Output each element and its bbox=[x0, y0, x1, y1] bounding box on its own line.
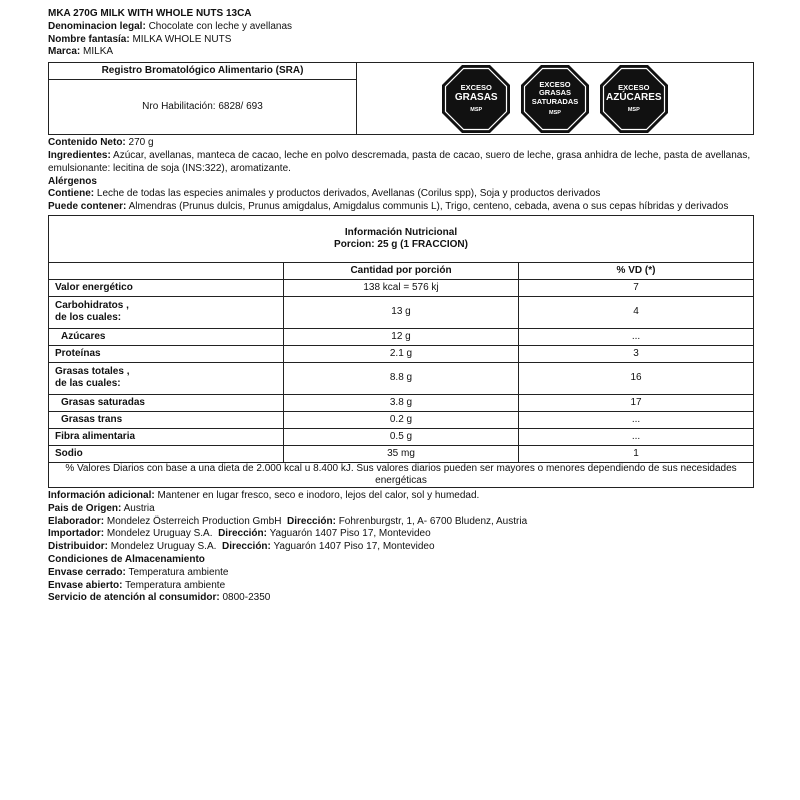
row-qty: 0.5 g bbox=[284, 428, 519, 445]
puede-contener-label: Puede contener: bbox=[48, 201, 127, 213]
origen-label: Pais de Origen: bbox=[48, 502, 122, 514]
table-row bbox=[49, 394, 754, 411]
elaborador-dir-value: Fohrenburgstr, 1, A- 6700 Bludenz, Austria bbox=[338, 515, 528, 527]
elaborador-label: Elaborador: bbox=[48, 515, 105, 527]
adicional-label: Información adicional: bbox=[48, 489, 155, 501]
abierto-label: Envase abierto: bbox=[48, 579, 123, 591]
header-blank-cell bbox=[49, 262, 284, 279]
seal-msp-text: MSP bbox=[549, 110, 561, 117]
adicional-value: Mantener en lugar fresco, seco e inodoro, lejos del calor, sol y humedad. bbox=[157, 489, 480, 501]
origen-value: Austria bbox=[123, 502, 155, 514]
warning-seals bbox=[357, 63, 754, 135]
row-qty: 2.1 g bbox=[284, 345, 519, 362]
label-document bbox=[48, 8, 754, 605]
nutrition-footnote: % Valores Diarios con base a una dieta de 2.000 kcal u 8.400 kJ. Sus valores diarios pueden ser mayores o menores dependiendo de sus necesidades energéticas bbox=[49, 462, 754, 487]
distribuidor-value: Mondelez Uruguay S.A. bbox=[110, 541, 217, 553]
col-header-qty: Cantidad por porción bbox=[284, 262, 519, 279]
seal-top-text: EXCESO bbox=[460, 83, 492, 93]
row-label: Sodio bbox=[49, 445, 284, 462]
servicio-line bbox=[48, 592, 754, 605]
fantasia-value: MILKA WHOLE NUTS bbox=[132, 33, 232, 45]
nutrition-table bbox=[48, 215, 754, 488]
distribuidor-label: Distribuidor: bbox=[48, 541, 108, 553]
importador-dir-label: Dirección: bbox=[218, 528, 267, 540]
cerrado-label: Envase cerrado: bbox=[48, 566, 126, 578]
seal-msp-text: MSP bbox=[470, 107, 483, 114]
row-qty: 12 g bbox=[284, 328, 519, 345]
origen-line bbox=[48, 503, 754, 516]
servicio-label: Servicio de atención al consumidor: bbox=[48, 592, 220, 604]
nutrition-portion: Porcion: 25 g (1 FRACCION) bbox=[334, 238, 468, 250]
row-label-line1: Carbohidratos , bbox=[55, 300, 129, 312]
row-label-line2: de las cuales: bbox=[55, 378, 121, 390]
nutrition-title-cell bbox=[49, 215, 754, 262]
importador-label: Importador: bbox=[48, 528, 105, 540]
exceso-grasas-seal bbox=[442, 65, 510, 133]
seal-main-text-line2: SATURADAS bbox=[531, 96, 579, 106]
row-qty: 13 g bbox=[284, 296, 519, 328]
nutrition-header-row bbox=[49, 262, 754, 279]
denominacion-value: Chocolate con leche y avellanas bbox=[148, 20, 293, 32]
row-vd: ... bbox=[519, 411, 754, 428]
registro-heading: Registro Bromatológico Alimentario (SRA) bbox=[49, 63, 357, 80]
table-row bbox=[49, 279, 754, 296]
contenido-value: 270 g bbox=[128, 137, 154, 149]
table-row bbox=[49, 362, 754, 394]
product-title: MKA 270G MILK WITH WHOLE NUTS 13CA bbox=[48, 8, 252, 19]
table-row bbox=[49, 296, 754, 328]
table-row bbox=[49, 345, 754, 362]
seal-main-text: GRASAS bbox=[454, 92, 498, 104]
seal-main-text: AZÚCARES bbox=[606, 92, 662, 104]
ingredientes-value: Azúcar, avellanas, manteca de cacao, leche en polvo descremada, pasta de cacao, suero de leche, grasa anhidra de leche, pasta de avellanas, emulsionante: lecitina de soja (INS:322), aromatizante. bbox=[48, 149, 751, 174]
distribuidor-dir-value: Yaguarón 1407 Piso 17, Montevideo bbox=[273, 541, 435, 553]
contiene-label: Contiene: bbox=[48, 188, 95, 200]
contenido-label: Contenido Neto: bbox=[48, 137, 126, 149]
row-label-line1: Grasas totales , bbox=[55, 366, 130, 378]
marca-label: Marca: bbox=[48, 46, 81, 58]
row-vd: ... bbox=[519, 328, 754, 345]
distribuidor-line bbox=[48, 541, 754, 554]
importador-value: Mondelez Uruguay S.A. bbox=[106, 528, 213, 540]
elaborador-value: Mondelez Österreich Production GmbH bbox=[106, 515, 282, 527]
servicio-value: 0800-2350 bbox=[222, 592, 271, 604]
cerrado-value: Temperatura ambiente bbox=[128, 566, 229, 578]
row-label: Fibra alimentaria bbox=[49, 428, 284, 445]
marca-value: MILKA bbox=[83, 46, 114, 58]
nutrition-footnote-row bbox=[49, 462, 754, 487]
fantasia-label: Nombre fantasía: bbox=[48, 33, 130, 45]
denominacion-line bbox=[48, 21, 754, 34]
row-label bbox=[49, 362, 284, 394]
row-label: Proteínas bbox=[49, 345, 284, 362]
nutrition-title: Información Nutricional bbox=[344, 226, 458, 238]
row-vd: 4 bbox=[519, 296, 754, 328]
row-qty: 8.8 g bbox=[284, 362, 519, 394]
row-label: Valor energético bbox=[49, 279, 284, 296]
puede-contener-value: Almendras (Prunus dulcis, Prunus amigdalus, Amigdalus communis L), Trigo, centeno, cebada, avena o sus cepas híbridas y derivados bbox=[128, 201, 729, 213]
row-qty: 0.2 g bbox=[284, 411, 519, 428]
row-vd: 7 bbox=[519, 279, 754, 296]
contiene-line bbox=[48, 188, 754, 201]
importador-line bbox=[48, 528, 754, 541]
row-label: Azúcares bbox=[49, 328, 284, 345]
seal-main-text-line1: GRASAS bbox=[538, 88, 572, 98]
cerrado-line bbox=[48, 567, 754, 580]
row-label bbox=[49, 296, 284, 328]
ingredientes-block bbox=[48, 150, 754, 176]
distribuidor-dir-label: Dirección: bbox=[221, 541, 271, 553]
contenido-line bbox=[48, 137, 754, 150]
puede-contener-line bbox=[48, 201, 754, 214]
contiene-value: Leche de todas las especies animales y productos derivados, Avellanas (Corilus spp), Soja y productos derivados bbox=[96, 188, 601, 200]
denominacion-label: Denominacion legal: bbox=[48, 20, 146, 32]
seal-top-text: EXCESO bbox=[539, 80, 571, 90]
alergenos-heading: Alérgenos bbox=[48, 175, 97, 187]
fantasia-line bbox=[48, 34, 754, 47]
exceso-azucares-seal bbox=[600, 65, 668, 133]
table-row bbox=[49, 428, 754, 445]
importador-dir-value: Yaguarón 1407 Piso 17, Montevideo bbox=[269, 528, 431, 540]
table-row bbox=[49, 411, 754, 428]
row-vd: 17 bbox=[519, 394, 754, 411]
registro-table bbox=[48, 62, 754, 135]
row-label: Grasas trans bbox=[49, 411, 284, 428]
row-vd: 1 bbox=[519, 445, 754, 462]
elaborador-line bbox=[48, 516, 754, 529]
seal-msp-text: MSP bbox=[627, 107, 640, 114]
abierto-value: Temperatura ambiente bbox=[125, 579, 226, 591]
adicional-line bbox=[48, 490, 754, 503]
row-qty: 35 mg bbox=[284, 445, 519, 462]
elaborador-dir-label: Dirección: bbox=[287, 515, 336, 527]
row-qty: 138 kcal = 576 kj bbox=[284, 279, 519, 296]
row-vd: 3 bbox=[519, 345, 754, 362]
marca-line bbox=[48, 46, 754, 59]
condiciones-heading: Condiciones de Almacenamiento bbox=[48, 553, 205, 565]
row-qty: 3.8 g bbox=[284, 394, 519, 411]
abierto-line bbox=[48, 580, 754, 593]
habilitacion-number: Nro Habilitación: 6828/ 693 bbox=[49, 80, 357, 135]
exceso-grasas-saturadas-seal bbox=[521, 65, 589, 133]
seal-top-text: EXCESO bbox=[618, 83, 650, 93]
ingredientes-label: Ingredientes: bbox=[48, 149, 111, 161]
row-vd: ... bbox=[519, 428, 754, 445]
row-label-line2: de los cuales: bbox=[55, 312, 122, 324]
table-row bbox=[49, 445, 754, 462]
row-vd: 16 bbox=[519, 362, 754, 394]
row-label: Grasas saturadas bbox=[49, 394, 284, 411]
col-header-vd: % VD (*) bbox=[519, 262, 754, 279]
table-row bbox=[49, 328, 754, 345]
